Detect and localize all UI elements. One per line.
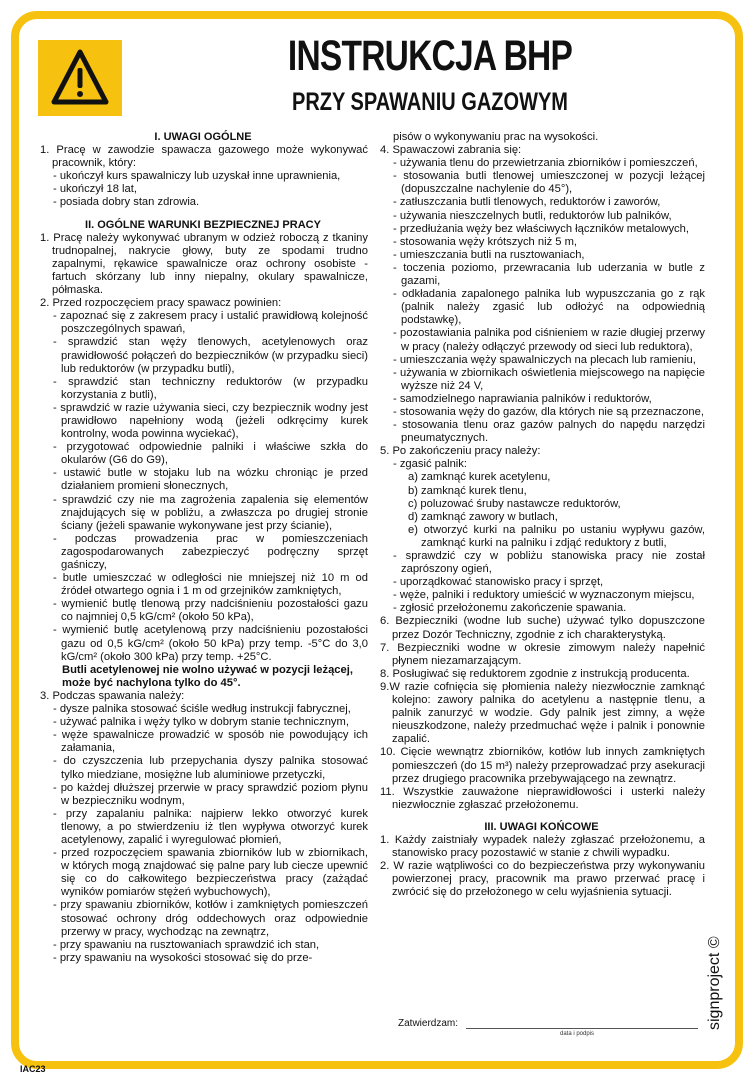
- instruction-line: - węże, palniki i reduktory umieścić w wyznaczonym miejscu,: [393, 589, 695, 602]
- signature-line: [466, 1028, 698, 1029]
- page-subtitle: PRZY SPAWANIU GAZOWYM: [292, 88, 568, 116]
- instruction-line: - przy spawaniu na wysokości stosować się do prze-: [53, 951, 313, 964]
- instruction-line: - sprawdzić czy nie ma zagrożenia zapalenia się elementów znajdujących się w pobliżu, a zwłaszcza po drugiej stronie ściany (jeżeli spawanie wykonywane jest przy ścianie),: [53, 493, 368, 532]
- instruction-line: - stosowania węży krótszych niż 5 m,: [393, 235, 578, 248]
- instruction-line: - używać palnika i węży tylko w dobrym stanie technicznym,: [53, 716, 349, 729]
- section-heading: III. UWAGI KOŃCOWE: [484, 820, 599, 833]
- instruction-line: - ukończył 18 lat,: [53, 183, 137, 196]
- instruction-line: 5. Po zakończeniu pracy należy:: [380, 445, 541, 458]
- instruction-line: - do czyszczenia lub przepychania dyszy palnika stosować tylko miedziane, mosiężne lub aluminiowe przetyczki,: [53, 755, 368, 781]
- instruction-line: - umieszczania butli na rusztowaniach,: [393, 248, 585, 261]
- instruction-line: 4. Spawaczowi zabrania się:: [380, 144, 522, 157]
- instruction-line: - toczenia poziomo, przewracania lub uderzania w butle z gazami,: [393, 261, 705, 288]
- instruction-line: 2. W razie wątpliwości co do bezpieczeństwa przy wykonywaniu powierzonej pracy, pracownik ma prawo przerwać pracę i zwrócić się do przełożonego w celu wyjaśnienia sytuacji.: [380, 860, 705, 899]
- instruction-line: - dysze palnika stosować ściśle według instrukcji fabrycznej,: [53, 703, 351, 716]
- spacer: [38, 210, 368, 219]
- instruction-line: 3. Podczas spawania należy:: [40, 689, 185, 702]
- page-title: INSTRUKCJA BHP: [287, 32, 573, 80]
- instruction-line: - stosowania węży do gazów, dla których nie są przeznaczone,: [393, 405, 704, 418]
- instruction-line: - zgasić palnik:: [393, 458, 467, 471]
- instruction-line: 8. Posługiwać się reduktorem zgodnie z instrukcją producenta.: [380, 667, 690, 680]
- instruction-line: - sprawdzić czy w pobliżu stanowiska pracy nie został zaprószony ogień,: [393, 550, 705, 576]
- instruction-line: - samodzielnego naprawiania palników i reduktorów,: [393, 392, 652, 405]
- instruction-line: - używania w zbiornikach oświetlenia miejscowego na napięcie wyższe niż 24 V,: [393, 366, 705, 392]
- instruction-line: - zatłuszczania butli tlenowych, reduktorów i zaworów,: [393, 196, 661, 209]
- instruction-line: a) zamknąć kurek acetylenu,: [408, 471, 551, 484]
- instruction-line: 1. Pracę w zawodzie spawacza gazowego może wykonywać pracownik, który:: [40, 144, 368, 170]
- instruction-line: - umieszczania węży spawalniczych na plecach lub ramieniu,: [393, 353, 696, 366]
- instruction-line: - uporządkować stanowisko pracy i sprzęt,: [393, 576, 604, 589]
- instruction-line: - używania nieszczelnych butli, reduktorów lub palników,: [393, 209, 672, 222]
- brand-label: signproject ©: [706, 936, 723, 1030]
- instruction-line: - przy spawaniu na rusztowaniach sprawdzić ich stan,: [53, 938, 320, 951]
- instruction-line: 1. Pracę należy wykonywać ubranym w odzież roboczą z tkaniny trudnopalnej, nakrycie głowy, buty ze spodami trudno zapalnymi, rękawice spawalnicze oraz ochrony osobiste - fartuch skórzany lub inny niepalny, okulary spawalnicze, półmaska.: [40, 231, 368, 297]
- instruction-line: - przygotować odpowiednie palniki i właściwe szkła do okularów (G6 do G9),: [53, 441, 368, 467]
- instruction-line: d) zamknąć zawory w butlach,: [408, 510, 558, 523]
- instruction-line: c) poluzować śruby nastawcze reduktorów,: [408, 497, 621, 510]
- instruction-line: - przy zapalaniu palnika: najpierw lekko otworzyć kurek tlenowy, a po stwierdzeniu iż tlen wypływa otworzyć kurek acetylenowy, zapalić i wyregulować płomień,: [53, 807, 368, 846]
- instruction-line: b) zamknąć kurek tlenu,: [408, 484, 527, 497]
- instruction-line: - sprawdzić stan węży tlenowych, acetylenowych oraz prawidłowość połączeń do bezpieczników (w przypadku sieci) lub reduktorów (w przypadku butli),: [53, 336, 368, 375]
- instruction-line: - ukończył kurs spawalniczy lub uzyskał inne uprawnienia,: [53, 170, 341, 183]
- instruction-line: - ustawić butle w stojaku lub na wózku chroniąc je przed działaniem promieni słonecznych,: [53, 467, 368, 493]
- instruction-line: - przy spawaniu zbiorników, kotłów i zamkniętych pomieszczeń stosować ochrony dróg oddechowych oraz odpowiednie przerwy w pracy, wychodząc na zewnątrz,: [53, 899, 368, 938]
- instruction-line: - wymienić butlę tlenową przy nadciśnieniu pozostałości gazu co najmniej 0,5 kG/cm² (około 50 kPa),: [53, 598, 368, 624]
- approve-label: Zatwierdzam:: [398, 1018, 459, 1029]
- instruction-line: 6. Bezpieczniki (wodne lub suche) używać tylko dopuszczone przez Dozór Techniczny, zgodnie z ich charakterystyką.: [380, 615, 705, 641]
- instruction-line: - wymienić butlę acetylenową przy nadciśnieniu pozostałości gazu od 0,5 kG/cm² (około 50 kPa) przy temp. -5°C do 3,0 kG/cm² (około 300 kPa) przy temp. +25°C.: [53, 624, 368, 663]
- warning-icon: [38, 40, 122, 116]
- instruction-line: - odkładania zapalonego palnika lub wypuszczania go z rąk (palnik należy zgasić lub odłożyć na odpowiednią podstawkę),: [393, 288, 705, 327]
- instruction-line: 9.W razie cofnięcia się płomienia należy niezwłocznie zamknąć kolejno: zawory palnika do acetylenu a następnie tlenu, a palnik zanurzyć w wodzie. Gdy palnik jest zimny, a węże nieuszkodzone, należy przedmuchać węże i palnik i ponownie zapalić.: [380, 680, 705, 746]
- instruction-line: - stosowania butli tlenowej umieszczonej w pozycji leżącej (dopuszczalne nachylenie do 45°),: [393, 170, 705, 196]
- instruction-line: 2. Przed rozpoczęciem pracy spawacz powinien:: [40, 297, 282, 310]
- right-column: [378, 131, 705, 899]
- document-code: IAC23: [20, 1064, 46, 1074]
- instruction-line: pisów o wykonywaniu prac na wysokości.: [393, 131, 599, 143]
- instruction-line: - sprawdzić w razie używania sieci, czy bezpiecznik wodny jest prawidłowo napełniony wodą (jeżeli odkręcimy kurek kontrolny, woda powinna wyciekać),: [53, 401, 368, 441]
- instruction-line: - posiada dobry stan zdrowia.: [53, 196, 200, 209]
- instruction-line: - sprawdzić stan techniczny reduktorów (w przypadku korzystania z butli),: [53, 375, 368, 401]
- instruction-line: - podczas prowadzenia prac w pomieszczeniach zagospodarowanych zabezpieczyć podręczny sprzęt gaśniczy,: [53, 532, 368, 571]
- section-heading: II. OGÓLNE WARUNKI BEZPIECZNEJ PRACY: [85, 218, 321, 231]
- instruction-line: - używania tlenu do przewietrzania zbiorników i pomieszczeń,: [393, 157, 698, 170]
- instruction-line: - zgłosić przełożonemu zakończenie spawania.: [393, 602, 627, 615]
- instruction-line: - przedłużania węży bez właściwych łączników metalowych,: [393, 222, 689, 235]
- spacer: [378, 812, 705, 821]
- left-column: [38, 131, 368, 965]
- instruction-line: - zapoznać się z zakresem pracy i ustalić prawidłową kolejność poszczególnych spawań,: [53, 310, 368, 336]
- instruction-line: - po każdej dłuższej przerwie w pracy sprawdzić poziom płynu w bezpieczniku wodnym,: [53, 781, 368, 807]
- instruction-line: - butle umieszczać w odległości nie mniejszej niż 10 m od źródeł otwartego ognia i 1 m od grzejników zamkniętych,: [53, 572, 368, 598]
- instruction-line: 1. Każdy zaistniały wypadek należy zgłaszać przełożonemu, a stanowisko pracy pozostawić w stanie z chwili wypadku.: [380, 833, 705, 860]
- instruction-line: 11. Wszystkie zauważone nieprawidłowości i usterki należy niezwłocznie zgłaszać przełożonemu.: [380, 785, 705, 811]
- instruction-line: Butli acetylenowej nie wolno używać w pozycji leżącej, może być nachylona tylko do 45°.: [62, 663, 353, 689]
- signature-note: data i podpis: [560, 1031, 595, 1037]
- instruction-line: - węże spawalnicze prowadzić w sposób nie powodujący ich załamania,: [53, 729, 368, 755]
- section-heading: I. UWAGI OGÓLNE: [154, 131, 252, 143]
- instruction-line: 10. Cięcie wewnątrz zbiorników, kotłów lub innych zamkniętych pomieszczeń (do 15 m³) należy przeprowadzać przy asekuracji przez drugiego pracownika przebywającego na zewnątrz.: [380, 746, 705, 785]
- instruction-line: - przed rozpoczęciem spawania zbiorników lub w zbiornikach, w których mogą znajdować się palne pary lub ciecze upewnić się co do całkowitego bezpieczeństwa pracy (zażądać wyników pomiarów stężeń wybuchowych),: [53, 847, 368, 899]
- instruction-line: - pozostawiania palnika pod ciśnieniem w razie długiej przerwy w pracy (należy odłączyć przewody od sieci lub reduktora),: [393, 327, 705, 353]
- instruction-line: 7. Bezpieczniki wodne w okresie zimowym należy napełnić płynem niezamarzającym.: [380, 641, 705, 667]
- instruction-line: - stosowania tlenu oraz gazów palnych do napędu narzędzi pneumatycznych.: [393, 419, 705, 445]
- instruction-line: e) otworzyć kurki na palniku po ustaniu wypływu gazów, zamknąć kurki na palniku i zdjąć reduktory z butli,: [408, 523, 705, 549]
